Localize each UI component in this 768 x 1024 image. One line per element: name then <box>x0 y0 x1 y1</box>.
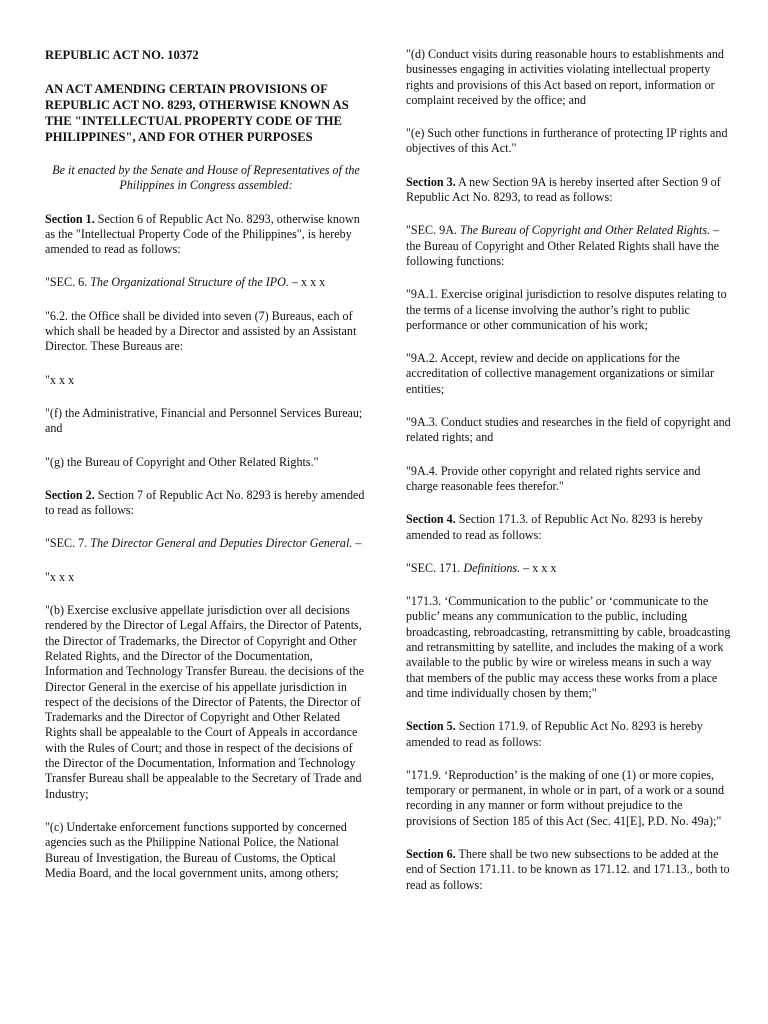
section-4-text: Section 171.3. of Republic Act No. 8293 is hereby amended to read as follows: <box>406 512 703 542</box>
section-5-label: Section 5. <box>406 719 456 734</box>
paragraph-171-9: "171.9. ‘Reproduction’ is the making of one (1) or more copies, temporary or permanent, in whole or in part, of a work or a sound recording in any manner or form without prejudice to the provisions of Section 185 of this Act (Sec. 41[E], P.D. No. 49a);" <box>406 767 725 828</box>
item-e: "(e) Such other functions in furtherance of protecting IP rights and objectives of this Act." <box>406 126 728 156</box>
sec-7-suffix: – <box>352 536 362 551</box>
sec-7-title: The Director General and Deputies Director General. <box>90 536 353 551</box>
section-2-text: Section 7 of Republic Act No. 8293 is hereby amended to read as follows: <box>45 487 365 518</box>
item-b: "(b) Exercise exclusive appellate jurisdiction over all decisions rendered by the Director of Legal Affairs, the Director of Patents, the Director of Trademarks, the Director of Copyright and Other Related Rights, and the Director of the Documentation, Information and Technology Transfer Bureau. the decisions of the Director General in the exercise of his appellate jurisdiction in respect of the decisions of the Director of Patents, the Director of Trademarks and the Director of Copyright and Other Related Rights shall be appealable to the Court of Appeals in accordance with the Rules of Court; and those in respect of the decisions of the Director of the Documentation, Information and Technology Transfer Bureau shall be appealable to the Secretary of Trade and Industry; <box>45 603 365 801</box>
item-9a-2: "9A.2. Accept, review and decide on applications for the accreditation of collective management organizations or similar entities; <box>406 351 715 396</box>
section-4-label: Section 4. <box>406 512 456 527</box>
item-d: "(d) Conduct visits during reasonable hours to establishments and businesses engaging in activities violating intellectual property rights and provisions of this Act based on report, information or complaint received by the office; and <box>406 47 724 107</box>
section-3-text: A new Section 9A is hereby inserted after Section 9 of Republic Act No. 8293, to read as follows: <box>406 174 721 205</box>
paragraph-6-2: "6.2. the Office shall be divided into seven (7) Bureaus, each of which shall be headed by a Director and assisted by an Assistant Director. These Bureaus are: <box>45 308 357 354</box>
sec-171-title: Definitions. <box>463 560 521 575</box>
sec-171-suffix: – x x x <box>520 560 557 575</box>
section-6-text: There shall be two new subsections to be added at the end of Section 171.11. to be known as 171.12. and 171.13., both to read as follows: <box>406 846 730 892</box>
sec-7-heading <box>45 536 367 551</box>
left-column <box>45 47 367 899</box>
item-9a-3: "9A.3. Conduct studies and researches in the field of copyright and related rights; and <box>406 415 731 445</box>
section-1 <box>45 212 367 258</box>
section-1-label: Section 1. <box>45 211 95 226</box>
section-3 <box>406 175 732 206</box>
sec-6-heading <box>45 275 367 290</box>
section-3-label: Section 3. <box>406 174 456 189</box>
section-5 <box>406 719 732 750</box>
sec-6-suffix: – x x x <box>288 275 326 290</box>
sec-9a-suffix: – the Bureau of Copyright and Other Related Rights shall have the following functions: <box>406 223 720 268</box>
omission-mark-2: "x x x <box>45 569 75 584</box>
item-g: "(g) the Bureau of Copyright and Other Related Rights." <box>45 454 319 469</box>
sec-171-heading <box>406 561 732 576</box>
act-number: REPUBLIC ACT NO. 10372 <box>45 48 199 62</box>
sec-9a-prefix: "SEC. 9A. <box>406 223 460 238</box>
section-1-text: Section 6 of Republic Act No. 8293, otherwise known as the "Intellectual Property Code of the Philippines", is hereby amended to read as follows: <box>45 211 360 257</box>
sec-6-title: The Organizational Structure of the IPO. <box>90 275 289 290</box>
section-2-label: Section 2. <box>45 487 95 502</box>
paragraph-171-3: "171.3. ‘Communication to the public’ or ‘communicate to the public’ means any communication to the public, including broadcasting, rebroadcasting, retransmitting by cable, broadcasting and retransmitting by satellite, and includes the making of a work available to the public by wire or wireless means in such a way that members of the public may access these works from a place and time individually chosen by them;" <box>406 594 731 700</box>
item-c: "(c) Undertake enforcement functions supported by concerned agencies such as the Philippine National Police, the National Bureau of Investigation, the Bureau of Customs, the Optical Media Board, and the local government units, among others; <box>45 819 347 880</box>
sec-7-prefix: "SEC. 7. <box>45 536 91 551</box>
sec-171-prefix: "SEC. 171. <box>406 560 464 575</box>
section-2 <box>45 488 367 519</box>
act-title: AN ACT AMENDING CERTAIN PROVISIONS OF REPUBLIC ACT NO. 8293, OTHERWISE KNOWN AS THE "INTELLECTUAL PROPERTY CODE OF THE PHILIPPINES", AND FOR OTHER PURPOSES <box>45 82 349 144</box>
right-column <box>406 47 732 911</box>
omission-mark: "x x x <box>45 372 75 387</box>
item-9a-1: "9A.1. Exercise original jurisdiction to resolve disputes relating to the terms of a license involving the author’s right to public performance or other communication of his work; <box>406 287 727 332</box>
item-9a-4: "9A.4. Provide other copyright and related rights service and charge reasonable fees therefor." <box>406 463 701 493</box>
sec-9a-heading <box>406 223 732 269</box>
section-6 <box>406 847 732 893</box>
item-f: "(f) the Administrative, Financial and Personnel Services Bureau; and <box>45 405 363 436</box>
enacting-clause: Be it enacted by the Senate and House of Representatives of the Philippines in Congress assembled: <box>52 163 360 193</box>
sec-9a-title: The Bureau of Copyright and Other Related Rights. <box>460 223 711 238</box>
section-5-text: Section 171.9. of Republic Act No. 8293 is hereby amended to read as follows: <box>406 719 703 749</box>
sec-6-prefix: "SEC. 6. <box>45 275 91 290</box>
section-6-label: Section 6. <box>406 846 456 861</box>
section-4 <box>406 512 732 543</box>
